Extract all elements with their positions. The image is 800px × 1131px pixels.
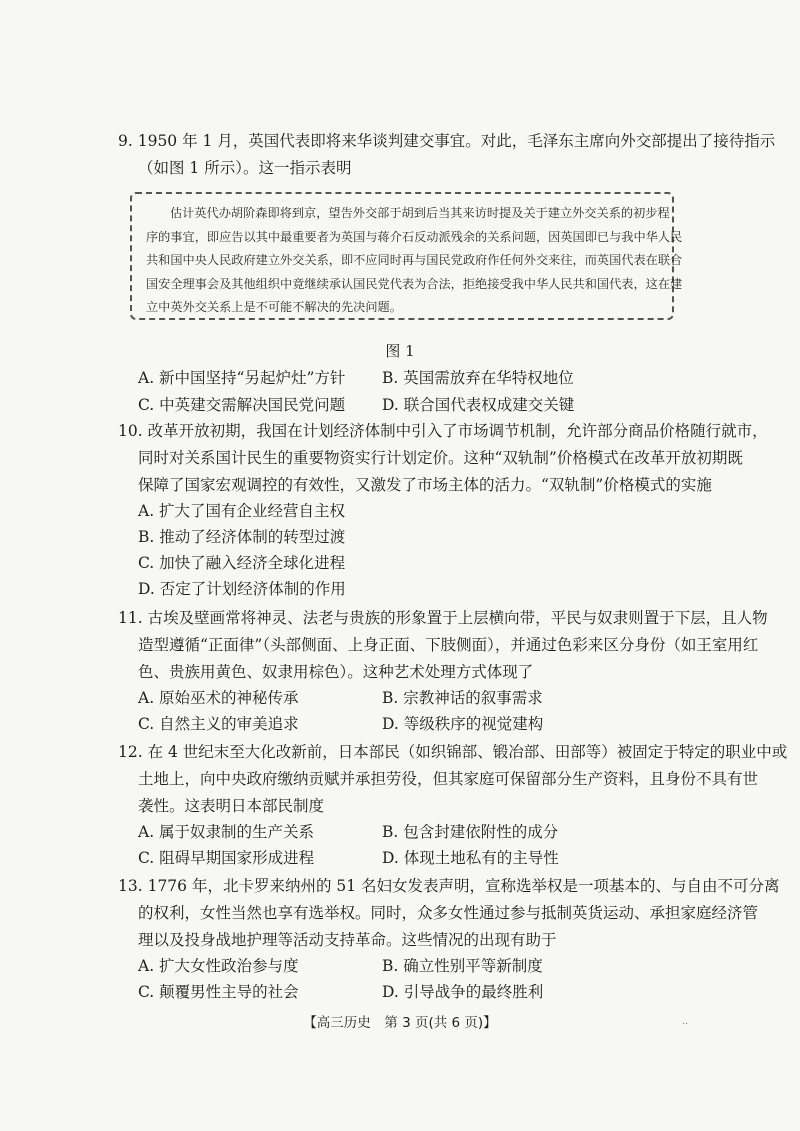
question-12-stem-line: 袭性。这表明日本部民制度 xyxy=(138,797,325,815)
question-11-option-d: D. 等级秩序的视觉建构 xyxy=(382,715,544,733)
question-10-stem-line: 10. 改革开放初期，我国在计划经济体制中引入了市场调节机制，允许部分商品价格随行就市， xyxy=(118,422,768,440)
question-9-option-b: B. 英国需放弃在华特权地位 xyxy=(382,369,574,387)
quote-line: 立中英外交关系上是不可能不解决的先决问题。 xyxy=(146,300,402,315)
question-13-stem-line: 13. 1776 年，北卡罗来纳州的 51 名妇女发表声明，宣称选举权是一项基本的、与自由不可分离 xyxy=(118,877,780,895)
question-10-option-d: D. 否定了计划经济体制的作用 xyxy=(138,580,346,598)
question-9-option-c: C. 中英建交需解决国民党问题 xyxy=(138,396,346,414)
question-9-stem-line: （如图 1 所示）。这一指示表明 xyxy=(138,159,352,177)
question-10-option-a: A. 扩大了国有企业经营自主权 xyxy=(138,502,346,520)
question-12-stem-line: 12. 在 4 世纪末至大化改新前，日本部民（如织锦部、锻冶部、田部等）被固定于特定的职业中或 xyxy=(118,743,788,761)
question-13-option-b: B. 确立性别平等新制度 xyxy=(382,957,543,975)
question-10-option-b: B. 推动了经济体制的转型过渡 xyxy=(138,528,346,546)
quote-line: 国安全理事会及其他组织中竟继续承认国民党代表为合法，拒绝接受我中华人民共和国代表，这在建 xyxy=(146,276,683,291)
question-9-stem xyxy=(118,128,776,182)
question-12-option-a: A. 属于奴隶制的生产关系 xyxy=(138,823,315,841)
figure-1-quote-box xyxy=(130,192,683,320)
question-11-stem-line: 11. 古埃及壁画常将神灵、法老与贵族的形象置于上层横向带，平民与奴隶则置于下层，且人物 xyxy=(118,609,768,627)
question-11-option-b: B. 宗教神话的叙事需求 xyxy=(382,689,543,707)
question-11-option-a: A. 原始巫术的神秘传承 xyxy=(138,689,299,707)
question-10-stem-line: 保障了国家宏观调控的有效性，又激发了市场主体的活力。“双轨制”价格模式的实施 xyxy=(138,476,712,494)
question-12-stem xyxy=(118,739,788,820)
question-11-option-c: C. 自然主义的审美追求 xyxy=(138,715,299,733)
question-13-stem-line: 的权利，女性当然也享有选举权。同时，众多女性通过参与抵制英货运动、承担家庭经济管 xyxy=(138,904,759,922)
question-11-stem xyxy=(118,605,768,686)
question-9-stem-line: 9. 1950 年 1 月，英国代表即将来华谈判建交事宜。对此，毛泽东主席向外交部提出了接待指示 xyxy=(118,132,776,150)
footer-mark: .. xyxy=(682,1016,689,1027)
question-12-option-c: C. 阻碍早期国家形成进程 xyxy=(138,849,315,867)
question-9-option-d: D. 联合国代表权成建交关键 xyxy=(382,396,575,414)
question-13-stem-line: 理以及投身战地护理等活动支持革命。这些情况的出现有助于 xyxy=(138,931,557,949)
question-11-stem-line: 造型遵循“正面律”（头部侧面、上身正面、下肢侧面），并通过色彩来区分身份（如王室用红 xyxy=(138,636,759,654)
question-13-stem xyxy=(118,873,780,954)
quote-line: 序的事宜，即应告以其中最重要者为英国与蒋介石反动派残余的关系问题，因英国即已与我中华人民 xyxy=(146,229,683,244)
question-12-stem-line: 土地上，向中央政府缴纳贡赋并承担劳役，但其家庭可保留部分生产资料，且身份不具有世 xyxy=(138,770,759,788)
question-11-stem-line: 色、贵族用黄色、奴隶用棕色）。这种艺术处理方式体现了 xyxy=(138,663,534,681)
question-13-option-c: C. 颠覆男性主导的社会 xyxy=(138,983,299,1001)
question-10-stem-line: 同时对关系国计民生的重要物资实行计划定价。这种“双轨制”价格模式在改革开放初期既 xyxy=(138,449,743,467)
question-12-option-d: D. 体现土地私有的主导性 xyxy=(382,849,559,867)
quote-line: 估计英代办胡阶森即将到京，望告外交部于胡到后当其来访时提及关于建立外交关系的初步程 xyxy=(170,206,670,220)
page-footer: 【高三历史 第 3 页(共 6 页)】 xyxy=(303,1015,497,1031)
question-10-stem xyxy=(118,418,768,499)
quote-line: 共和国中央人民政府建立外交关系，即不应同时再与国民党政府作任何外交来往，而英国代表在联合 xyxy=(146,253,683,268)
question-9-option-a: A. 新中国坚持“另起炉灶”方针 xyxy=(138,369,346,387)
question-13-option-d: D. 引导战争的最终胜利 xyxy=(382,983,544,1001)
question-12-option-b: B. 包含封建依附性的成分 xyxy=(382,823,559,841)
question-13-option-a: A. 扩大女性政治参与度 xyxy=(138,957,299,975)
figure-1-caption: 图 1 xyxy=(385,342,415,360)
question-10-option-c: C. 加快了融入经济全球化进程 xyxy=(138,554,346,572)
